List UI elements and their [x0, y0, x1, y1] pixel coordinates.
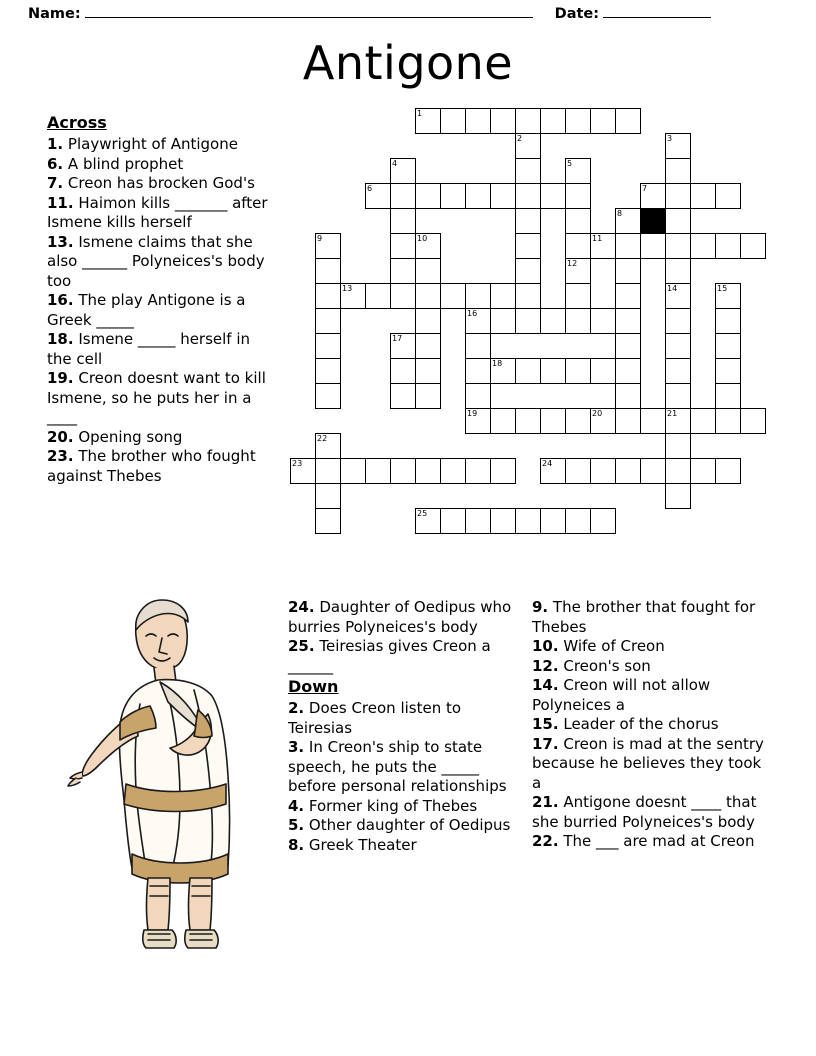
crossword-cell[interactable]: [715, 283, 741, 309]
crossword-cell[interactable]: [590, 108, 616, 134]
crossword-cell[interactable]: [465, 333, 491, 359]
across-down-clue-column: [288, 598, 528, 855]
crossword-cell[interactable]: [615, 408, 641, 434]
down-clue-column: [532, 598, 770, 852]
crossword-cell[interactable]: [390, 208, 416, 234]
crossword-cell[interactable]: [415, 333, 441, 359]
crossword-cell[interactable]: [315, 508, 341, 534]
crossword-cell[interactable]: [415, 183, 441, 209]
crossword-cell[interactable]: [690, 183, 716, 209]
clue-down-3: 3. In Creon's ship to state speech, he puts the _____ before personal relationships: [288, 738, 507, 795]
crossword-cell[interactable]: [540, 508, 566, 534]
crossword-cell[interactable]: [315, 333, 341, 359]
crossword-cell[interactable]: [540, 458, 566, 484]
crossword-cell[interactable]: [490, 358, 516, 384]
crossword-cell[interactable]: [740, 233, 766, 259]
crossword-cell[interactable]: [415, 258, 441, 284]
crossword-cell[interactable]: [515, 308, 541, 334]
crossword-cell[interactable]: [340, 458, 366, 484]
crossword-cell[interactable]: [565, 183, 591, 209]
crossword-cell[interactable]: [540, 308, 566, 334]
cell-number: 19: [467, 409, 478, 418]
crossword-cell[interactable]: [715, 358, 741, 384]
crossword-cell[interactable]: [315, 433, 341, 459]
clue-across-16: 16. The play Antigone is a Greek _____: [47, 291, 246, 329]
crossword-cell[interactable]: [515, 208, 541, 234]
crossword-cell[interactable]: [415, 233, 441, 259]
crossword-cell[interactable]: [415, 283, 441, 309]
crossword-cell[interactable]: [690, 458, 716, 484]
crossword-cell[interactable]: [365, 283, 391, 309]
crossword-cell[interactable]: [440, 458, 466, 484]
cell-number: 22: [317, 434, 328, 443]
crossword-cell[interactable]: [565, 283, 591, 309]
cell-number: 16: [467, 309, 478, 318]
crossword-cell[interactable]: [615, 233, 641, 259]
crossword-cell[interactable]: [590, 408, 616, 434]
crossword-cell[interactable]: [415, 383, 441, 409]
crossword-cell[interactable]: [465, 358, 491, 384]
crossword-cell[interactable]: [715, 333, 741, 359]
crossword-cell[interactable]: [365, 458, 391, 484]
page-title: Antigone: [302, 36, 514, 90]
cell-number: 13: [342, 284, 353, 293]
clue-down-2: 2. Does Creon listen to Teiresias: [288, 699, 462, 737]
clue-across-13: 13. Ismene claims that she also ______ Polyneices's body too: [47, 232, 265, 290]
crossword-cell[interactable]: [615, 358, 641, 384]
cell-number: 15: [717, 284, 728, 293]
crossword-cell[interactable]: [490, 308, 516, 334]
clue-down-10: 10. Wife of Creon: [532, 637, 665, 655]
crossword-cell[interactable]: [590, 308, 616, 334]
clue-down-4: 4. Former king of Thebes: [288, 796, 478, 815]
crossword-cell[interactable]: [515, 108, 541, 134]
clue-across-23: 23. The brother who fought against Thebes: [47, 447, 256, 485]
crossword-cell[interactable]: [315, 283, 341, 309]
clue-across-18: 18. Ismene _____ herself in the cell: [47, 330, 251, 368]
date-input-line[interactable]: [603, 4, 711, 18]
crossword-cell[interactable]: [515, 133, 541, 159]
cell-number: 21: [667, 409, 678, 418]
clue-down-15: 15. Leader of the chorus: [532, 715, 719, 733]
crossword-cell[interactable]: [515, 233, 541, 259]
cell-number: 14: [667, 284, 678, 293]
crossword-cell[interactable]: [515, 283, 541, 309]
cell-number: 6: [367, 184, 373, 193]
name-date-bar: [28, 4, 788, 22]
cell-number: 11: [592, 234, 603, 243]
crossword-cell[interactable]: [490, 508, 516, 534]
crossword-cell[interactable]: [565, 158, 591, 184]
crossword-cell[interactable]: [390, 283, 416, 309]
crossword-cell[interactable]: [465, 308, 491, 334]
cell-number: 4: [392, 159, 398, 168]
clue-across-20: 20. Opening song: [47, 427, 183, 446]
cell-number: 24: [542, 459, 553, 468]
crossword-cell[interactable]: [290, 458, 316, 484]
crossword-cell[interactable]: [415, 508, 441, 534]
crossword-cell[interactable]: [340, 283, 366, 309]
crossword-cell[interactable]: [540, 358, 566, 384]
crossword-cell[interactable]: [315, 308, 341, 334]
crossword-cell[interactable]: [665, 283, 691, 309]
crossword-cell[interactable]: [665, 458, 691, 484]
clue-down-5: 5. Other daughter of Oedipus: [288, 816, 511, 834]
crossword-cell[interactable]: [315, 233, 341, 259]
clue-across-25: 25. Teiresias gives Creon a ______: [288, 637, 491, 675]
crossword-cell[interactable]: [615, 283, 641, 309]
crossword-cell[interactable]: [565, 408, 591, 434]
crossword-cell[interactable]: [465, 408, 491, 434]
clue-across-24: 24. Daughter of Oedipus who burries Polyneices's body: [288, 598, 512, 636]
across-clue-column: [47, 112, 279, 486]
clue-down-22: 22. The ___ are mad at Creon: [532, 832, 755, 850]
crossword-cell[interactable]: [540, 183, 566, 209]
crossword-cell[interactable]: [665, 308, 691, 334]
cell-number: 8: [617, 209, 623, 218]
crossword-cell[interactable]: [490, 458, 516, 484]
cell-number: 18: [492, 359, 503, 368]
crossword-cell[interactable]: [715, 383, 741, 409]
crossword-cell[interactable]: [690, 408, 716, 434]
cell-number: 23: [292, 459, 303, 468]
crossword-cell[interactable]: [440, 508, 466, 534]
crossword-cell[interactable]: [665, 333, 691, 359]
crossword-cell[interactable]: [465, 383, 491, 409]
crossword-cell[interactable]: [390, 233, 416, 259]
crossword-cell[interactable]: [615, 333, 641, 359]
crossword-cell[interactable]: [365, 183, 391, 209]
cell-number: 3: [667, 134, 673, 143]
crossword-cell[interactable]: [640, 233, 666, 259]
crossword-cell[interactable]: [490, 408, 516, 434]
clue-across-11: 11. Haimon kills _______ after Ismene kills herself: [47, 193, 268, 231]
crossword-cell[interactable]: [665, 233, 691, 259]
crossword-cell[interactable]: [590, 508, 616, 534]
crossword-cell[interactable]: [565, 233, 591, 259]
cell-number: 10: [417, 234, 428, 243]
crossword-cell[interactable]: [315, 458, 341, 484]
crossword-cell[interactable]: [465, 108, 491, 134]
crossword-cell[interactable]: [390, 158, 416, 184]
crossword-cell[interactable]: [390, 358, 416, 384]
cell-number: 2: [517, 134, 523, 143]
crossword-cell[interactable]: [515, 258, 541, 284]
crossword-cell[interactable]: [565, 458, 591, 484]
crossword-cell[interactable]: [615, 383, 641, 409]
cell-number: 25: [417, 509, 428, 518]
crossword-cell[interactable]: [615, 108, 641, 134]
crossword-cell[interactable]: [390, 333, 416, 359]
crossword-cell[interactable]: [665, 133, 691, 159]
crossword-cell[interactable]: [390, 258, 416, 284]
crossword-cell[interactable]: [590, 358, 616, 384]
crossword-cell[interactable]: [415, 108, 441, 134]
crossword-cell[interactable]: [590, 458, 616, 484]
crossword-cell[interactable]: [715, 308, 741, 334]
clue-down-14: 14. Creon will not allow Polyneices a: [532, 676, 711, 714]
crossword-cell[interactable]: [515, 183, 541, 209]
crossword-cell[interactable]: [715, 458, 741, 484]
crossword-grid[interactable]: [290, 108, 780, 588]
crossword-cell[interactable]: [715, 408, 741, 434]
crossword-cell[interactable]: [665, 408, 691, 434]
crossword-cell[interactable]: [565, 108, 591, 134]
crossword-cell[interactable]: [565, 258, 591, 284]
clue-across-1: 1. Playwright of Antigone: [47, 135, 238, 153]
clue-down-8: 8. Greek Theater: [288, 835, 417, 854]
crossword-cell[interactable]: [615, 258, 641, 284]
crossword-cell[interactable]: [665, 158, 691, 184]
crossword-cell[interactable]: [565, 208, 591, 234]
cell-number: 7: [642, 184, 648, 193]
crossword-cell[interactable]: [465, 508, 491, 534]
crossword-cell[interactable]: [690, 233, 716, 259]
crossword-cell[interactable]: [665, 483, 691, 509]
crossword-cell[interactable]: [715, 233, 741, 259]
crossword-cell[interactable]: [515, 408, 541, 434]
crossword-cell[interactable]: [615, 208, 641, 234]
crossword-cell[interactable]: [640, 183, 666, 209]
cell-number: 5: [567, 159, 573, 168]
crossword-cell[interactable]: [465, 283, 491, 309]
crossword-cell[interactable]: [315, 383, 341, 409]
crossword-cell[interactable]: [390, 458, 416, 484]
crossword-cell[interactable]: [565, 508, 591, 534]
clue-down-9: 9. The brother that fought for Thebes: [532, 598, 756, 636]
crossword-cell[interactable]: [315, 358, 341, 384]
crossword-cell[interactable]: [415, 308, 441, 334]
date-label: Date:: [554, 6, 600, 22]
crossword-cell[interactable]: [715, 183, 741, 209]
crossword-cell[interactable]: [490, 183, 516, 209]
crossword-cell[interactable]: [490, 108, 516, 134]
crossword-cell[interactable]: [315, 258, 341, 284]
cell-number: 1: [417, 109, 423, 118]
cell-number: 9: [317, 234, 323, 243]
cell-number: 20: [592, 409, 603, 418]
clue-across-6: 6. A blind prophet: [47, 154, 184, 173]
crossword-cell[interactable]: [615, 308, 641, 334]
down-heading: Down: [288, 677, 339, 696]
clue-down-21: 21. Antigone doesnt ____ that she burried Polyneices's body: [532, 793, 757, 831]
crossword-cell[interactable]: [665, 183, 691, 209]
crossword-cell[interactable]: [515, 358, 541, 384]
crossword-cell[interactable]: [415, 458, 441, 484]
across-heading: Across: [47, 113, 107, 132]
crossword-cell[interactable]: [440, 183, 466, 209]
crossword-cell[interactable]: [590, 233, 616, 259]
crossword-cell[interactable]: [315, 483, 341, 509]
crossword-cell[interactable]: [390, 383, 416, 409]
crossword-cell[interactable]: [615, 458, 641, 484]
crossword-cell[interactable]: [565, 358, 591, 384]
name-input-line[interactable]: [85, 4, 533, 18]
crossword-cell[interactable]: [515, 508, 541, 534]
crossword-cell: [640, 208, 666, 234]
clue-down-17: 17. Creon is mad at the sentry because he believes they took a: [532, 734, 764, 792]
crossword-cell[interactable]: [665, 358, 691, 384]
crossword-cell[interactable]: [490, 283, 516, 309]
crossword-cell[interactable]: [515, 158, 541, 184]
crossword-cell[interactable]: [465, 183, 491, 209]
crossword-cell[interactable]: [465, 458, 491, 484]
crossword-cell[interactable]: [540, 108, 566, 134]
clue-down-12: 12. Creon's son: [532, 656, 651, 675]
crossword-cell[interactable]: [640, 458, 666, 484]
crossword-cell[interactable]: [440, 108, 466, 134]
clue-across-19: 19. Creon doesnt want to kill Ismene, so he puts her in a ____: [47, 369, 266, 426]
crossword-cell[interactable]: [440, 283, 466, 309]
crossword-cell[interactable]: [665, 383, 691, 409]
crossword-cell[interactable]: [665, 208, 691, 234]
crossword-cell[interactable]: [390, 183, 416, 209]
crossword-cell[interactable]: [665, 258, 691, 284]
name-label: Name:: [28, 6, 81, 22]
cell-number: 12: [567, 259, 578, 268]
greek-figure-illustration: [62, 586, 282, 956]
cell-number: 17: [392, 334, 403, 343]
clue-across-7: 7. Creon has brocken God's: [47, 174, 255, 192]
crossword-cell[interactable]: [540, 408, 566, 434]
crossword-cell[interactable]: [740, 408, 766, 434]
crossword-cell[interactable]: [415, 358, 441, 384]
crossword-cell[interactable]: [640, 408, 666, 434]
crossword-cell[interactable]: [565, 308, 591, 334]
crossword-cell[interactable]: [665, 433, 691, 459]
